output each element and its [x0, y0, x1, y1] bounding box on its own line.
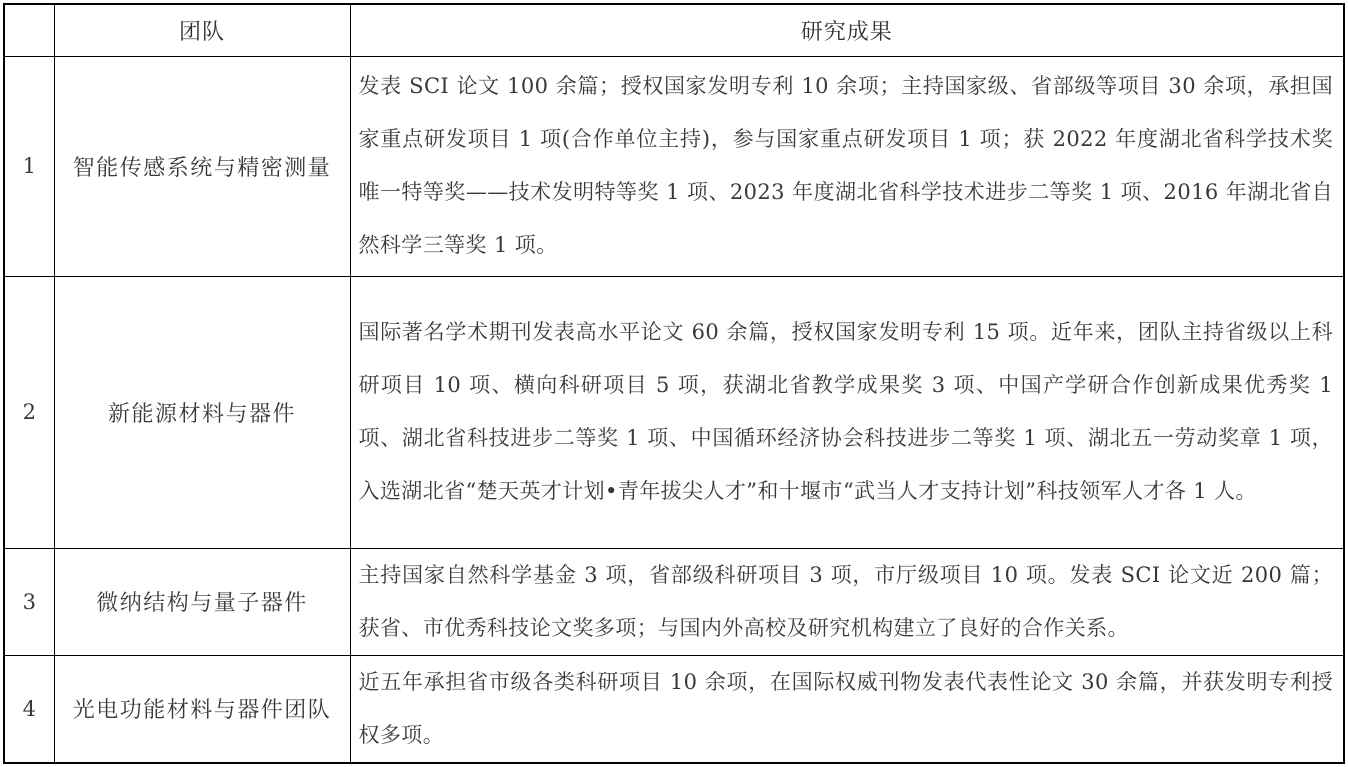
- table-header-row: [4, 4, 1344, 56]
- research-results: 国际著名学术期刊发表高水平论文 60 余篇，授权国家发明专利 15 项。近年来，团队主持省级以上科研项目 10 项、横向科研项目 5 项，获湖北省教学成果奖 3 项、中国产学研合作创新成果优秀奖 1 项、湖北省科技进步二等奖 1 项、中国循环经济协会科技进步二等奖 1 项、湖北五一劳动奖章 1 项，入选湖北省“楚天英才计划•青年拔尖人才”和十堰市“武当人才支持计划”科技领军人才各 1 人。: [350, 276, 1344, 548]
- header-results: 研究成果: [350, 4, 1344, 56]
- research-results: 发表 SCI 论文 100 余篇；授权国家发明专利 10 余项；主持国家级、省部级等项目 30 余项，承担国家重点研发项目 1 项(合作单位主持)，参与国家重点研发项目 1 项；获 2022 年度湖北省科学技术奖唯一特等奖——技术发明特等奖 1 项、2023 年度湖北省科学技术进步二等奖 1 项、2016 年湖北省自然科学三等奖 1 项。: [350, 56, 1344, 276]
- research-results: 近五年承担省市级各类科研项目 10 余项，在国际权威刊物发表代表性论文 30 余篇，并获发明专利授权多项。: [350, 655, 1344, 763]
- team-name: 光电功能材料与器件团队: [54, 655, 350, 763]
- row-index: 1: [4, 56, 54, 276]
- row-index: 3: [4, 548, 54, 655]
- row-index: 2: [4, 276, 54, 548]
- row-index: 4: [4, 655, 54, 763]
- research-results: 主持国家自然科学基金 3 项，省部级科研项目 3 项，市厅级项目 10 项。发表 SCI 论文近 200 篇；获省、市优秀科技论文奖多项；与国内外高校及研究机构建立了良好的合作关系。: [350, 548, 1344, 655]
- team-name: 微纳结构与量子器件: [54, 548, 350, 655]
- team-name: 新能源材料与器件: [54, 276, 350, 548]
- table-row: [4, 56, 1344, 276]
- team-name: 智能传感系统与精密测量: [54, 56, 350, 276]
- table-row: [4, 548, 1344, 655]
- table-row: [4, 655, 1344, 763]
- header-index: [4, 4, 54, 56]
- table-row: [4, 276, 1344, 548]
- header-team: 团队: [54, 4, 350, 56]
- research-teams-table: [3, 3, 1345, 764]
